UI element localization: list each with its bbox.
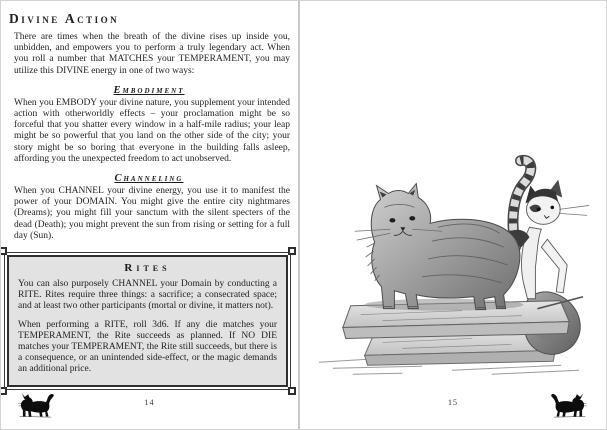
cats-illustration [313,147,591,381]
frame-corner-ornament [288,387,296,395]
rites-heading: Rites [124,262,171,275]
frame-corner-ornament [0,387,7,395]
rites-paragraph-2: When performing a RITE, roll 3d6. If any die matches your TEMPERAMENT, the Rite succeeds as planned. If NO DIE matches your TEMPERAMENT, the Rite still succeeds, but there is a consequence, or an unintended side-effect, or the magic demands an additional price. [18,319,277,375]
page-number-right: 15 [448,398,458,407]
black-cat-icon [546,391,588,421]
page-number-left: 14 [144,398,155,407]
channeling-paragraph: When you CHANNEL your divine energy, you use it to manifest the power of your DOMAIN. You might give the entire city nightmares (Dreams); you might fill your sanctum with the silent specters of the dead (Death); you might prevent the sun from rising or setting for a full day (Sun). [14,186,290,241]
page-right [300,1,606,429]
frame-corner-ornament [0,247,7,255]
page-title: Divine Action [9,11,120,26]
section-heading-embodiment: Embodiment [113,84,185,96]
rites-callout-box [4,252,291,390]
frame-corner-ornament [288,247,296,255]
rites-box-panel [7,255,288,387]
embodiment-paragraph: When you EMBODY your divine nature, you supplement your intended action with otherworldly effects – your proclamation might be so forceful that you shatter every window in a half-mile radius; your leap might be so powerful that you land on the other side of the city; your story might be so boring that everyone in the building falls asleep, affording you the unexpected freedom to act unobserved. [14,97,290,164]
rites-paragraph-1: You can also purposely CHANNEL your Domain by conducting a RITE. Rites require three things: a sacrifice; a consecrated space; and at least two other participants (mortal or divine, it matters not). [18,279,277,312]
page-left [1,1,298,429]
section-heading-channeling: Channeling [114,173,184,185]
intro-paragraph: There are times when the breath of the divine rises up inside you, unbidden, and empowers you to perform a truly legendary act. When you roll a number that MATCHES your TEMPERAMENT, you may utilize this DIVINE energy in one of two ways: [14,32,290,76]
